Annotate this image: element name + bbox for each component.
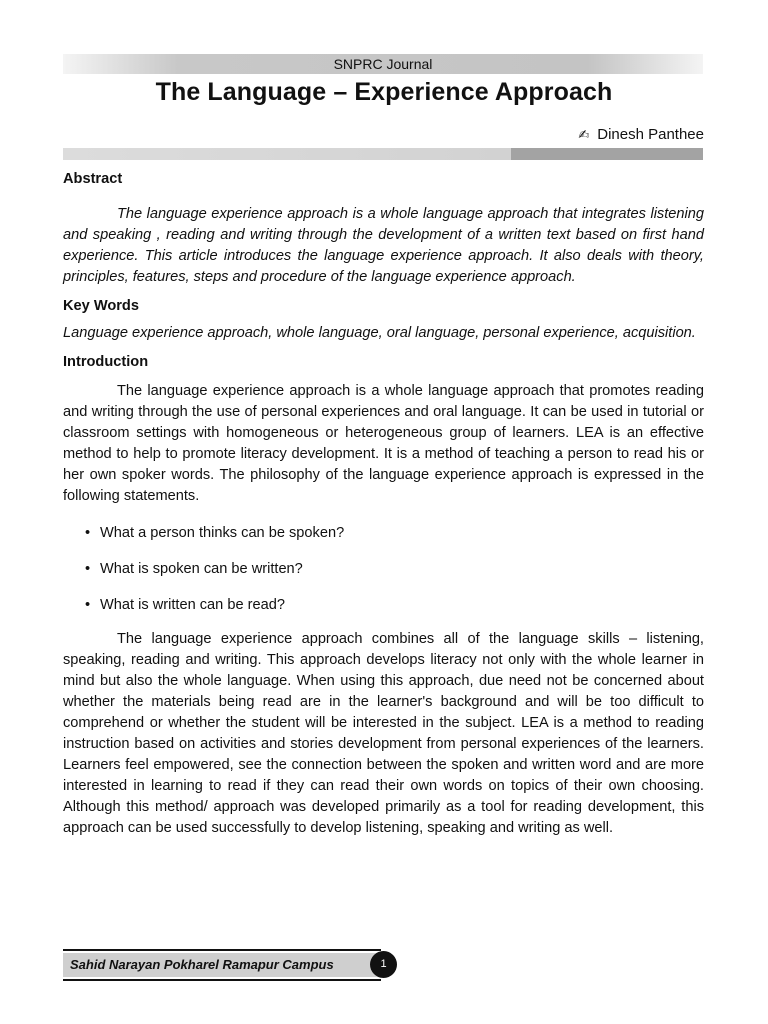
introduction-paragraph-2: The language experience approach combines all of the language skills – listening, speaking, reading and writing. This approach develops literacy not only with the whole learner in mind but also the whole language. When using this approach, due need not be concerned about whether the materials being read are in the learner's background and will be too difficult to comprehend or whether the student will be interested in the subject. LEA is a method to reading instruction based on activities and stories development from personal experiences of the learners. Learners feel empowered, see the connection between the spoken and written word and are more interested in learning to read if they can read their own words on topics of their own choosing. Although this method/ approach was developed primarily as a tool for reading development, this approach can be used successfully to develop listening, speaking and writing as well. — [63, 631, 704, 836]
introduction-paragraph-1: The language experience approach is a whole language approach that promotes reading and writing through the use of personal experiences and oral language. It can be used in tutorial or classroom settings with homogeneous or heterogeneous group of learners. LEA is an effective method to help to promote literacy development. It is a method of teaching a person to read his or her own spoker words. The philosophy of the language experience approach is expressed in the following statements. — [63, 383, 704, 504]
journal-name-band — [63, 54, 703, 74]
journal-name: SNPRC Journal — [333, 56, 433, 72]
page-footer — [63, 946, 393, 982]
bullet-icon: • — [85, 525, 91, 541]
author-line — [578, 126, 704, 143]
philosophy-list — [63, 523, 704, 631]
page-number: 1 — [370, 951, 397, 978]
list-item — [63, 595, 704, 631]
author-name: Dinesh Panthee — [597, 126, 704, 143]
pen-icon: ✍ — [578, 128, 590, 143]
keywords-text: Language experience approach, whole language, oral language, personal experience, acquisition. — [63, 325, 696, 341]
list-item-text: What is spoken can be written? — [100, 561, 303, 577]
bullet-icon: • — [85, 561, 91, 577]
footer-rule-top — [63, 949, 381, 951]
footer-rule-bottom — [63, 979, 381, 981]
keywords-heading: Key Words — [63, 298, 139, 314]
introduction-heading: Introduction — [63, 354, 149, 370]
campus-name: Sahid Narayan Pokharel Ramapur Campus — [63, 953, 381, 977]
article-title: The Language – Experience Approach — [155, 78, 613, 106]
abstract-text: The language experience approach is a whole language approach that integrates listening and speaking , reading and writing through the development of a written text based on first hand experience. This article introduces the language experience approach. It also deals with theory, principles, features, steps and procedure of the language experience approach. — [63, 206, 704, 285]
bullet-icon: • — [85, 597, 91, 613]
abstract-heading: Abstract — [63, 171, 123, 187]
header-rule — [63, 148, 703, 160]
list-item-text: What a person thinks can be spoken? — [100, 525, 345, 541]
list-item — [63, 559, 704, 595]
list-item — [63, 523, 704, 559]
article-body — [63, 164, 704, 839]
list-item-text: What is written can be read? — [100, 597, 285, 613]
